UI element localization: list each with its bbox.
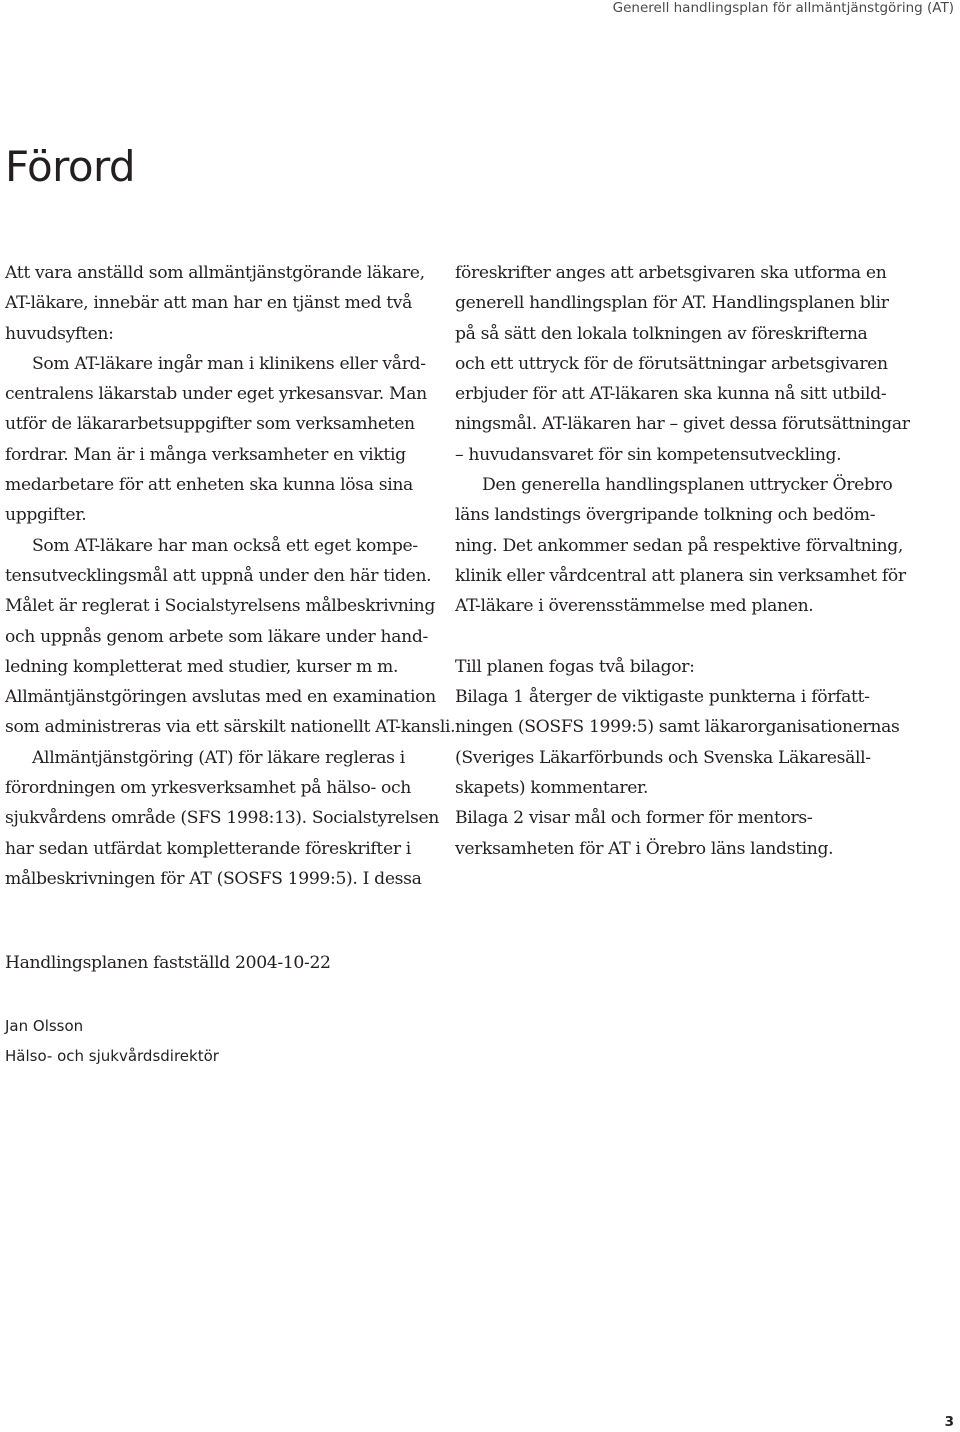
paragraph-line: Allmäntjänstgöringen avslutas med en examination [5, 687, 436, 708]
paragraph-line: Att vara anställd som allmäntjänstgörande läkare, [5, 263, 425, 283]
paragraph-spacer [455, 622, 895, 652]
paragraph-line: medarbetare för att enheten ska kunna lösa sina [5, 475, 413, 496]
paragraph-line: ningsmål. AT-läkaren har – givet dessa förutsättningar [455, 414, 910, 435]
paragraph-line: fordrar. Man är i många verksamheter en viktig [5, 444, 406, 465]
left-column [5, 258, 456, 894]
paragraph-line: har sedan utfärdat kompletterande föreskrifter i [5, 838, 411, 859]
paragraph-line: Allmäntjänstgöring (AT) för läkare regleras i [32, 747, 405, 768]
paragraph-line: förordningen om yrkesverksamhet på hälso- och [5, 778, 412, 799]
paragraph-line: AT-läkare i överensstämmelse med planen. [455, 596, 814, 617]
signature-block [5, 1011, 219, 1071]
paragraph-line: (Sveriges Läkarförbunds och Svenska Läkaresäll- [455, 747, 871, 768]
page-number: 3 [944, 1414, 954, 1430]
paragraph-line: Som AT-läkare ingår man i klinikens eller vård- [32, 353, 426, 374]
paragraph-line: centralens läkarstab under eget yrkesansvar. Man [5, 384, 427, 405]
paragraph-line: ledning kompletterat med studier, kurser m m. [5, 656, 399, 677]
paragraph-line: klinik eller vårdcentral att planera sin verksamhet för [455, 565, 906, 586]
paragraph-line: – huvudansvaret för sin kompetensutveckling. [455, 444, 842, 465]
paragraph-line: ning. Det ankommer sedan på respektive förvaltning, [455, 535, 903, 556]
paragraph-line: målbeskrivningen för AT (SOSFS 1999:5). I dessa [5, 868, 422, 889]
paragraph-line: erbjuder för att AT-läkaren ska kunna nå sitt utbild- [455, 384, 887, 405]
paragraph-line: tensutvecklingsmål att uppnå under den här tiden. [5, 565, 432, 586]
running-header: Generell handlingsplan för allmäntjänstgöring (AT) [612, 0, 954, 16]
paragraph-line: Till planen fogas två bilagor: [455, 656, 695, 677]
paragraph-line: på så sätt den lokala tolkningen av föreskrifterna [455, 323, 868, 344]
paragraph-line: skapets) kommentarer. [455, 778, 649, 799]
paragraph-line: läns landstings övergripande tolkning och bedöm- [455, 505, 876, 526]
paragraph-line: Som AT-läkare har man också ett eget kompe- [32, 535, 418, 556]
paragraph-line: och uppnås genom arbete som läkare under hand- [5, 626, 428, 647]
paragraph-line: generell handlingsplan för AT. Handlingsplanen blir [455, 293, 889, 314]
paragraph-line: AT-läkare, innebär att man har en tjänst med två [5, 293, 413, 314]
right-column [455, 258, 910, 864]
paragraph-line: ningen (SOSFS 1999:5) samt läkarorganisationernas [455, 717, 900, 738]
paragraph-line: huvudsyften: [5, 323, 114, 344]
paragraph-line: uppgifter. [5, 505, 87, 526]
paragraph-line: utför de läkararbetsuppgifter som verksamheten [5, 414, 415, 435]
approval-date-line: Handlingsplanen fastställd 2004-10-22 [5, 953, 331, 973]
paragraph-line: Den generella handlingsplanen uttrycker Örebro [482, 475, 893, 496]
paragraph-line: sjukvårdens område (SFS 1998:13). Socialstyrelsen [5, 808, 439, 829]
paragraph-line: Målet är reglerat i Socialstyrelsens målbeskrivning [5, 596, 435, 617]
paragraph-line: föreskrifter anges att arbetsgivaren ska utforma en [455, 263, 887, 283]
paragraph-line: och ett uttryck för de förutsättningar arbetsgivaren [455, 353, 888, 374]
signatory-role: Hälso- och sjukvårdsdirektör [5, 1047, 219, 1065]
paragraph-line: verksamheten för AT i Örebro läns landsting. [455, 838, 834, 859]
paragraph-line: Bilaga 2 visar mål och former för mentors- [455, 808, 813, 829]
paragraph-line: Bilaga 1 återger de viktigaste punkterna i författ- [455, 687, 870, 708]
paragraph-line: som administreras via ett särskilt nationellt AT-kansli. [5, 717, 456, 738]
page-title: Förord [5, 142, 135, 191]
signatory-name: Jan Olsson [5, 1017, 84, 1035]
